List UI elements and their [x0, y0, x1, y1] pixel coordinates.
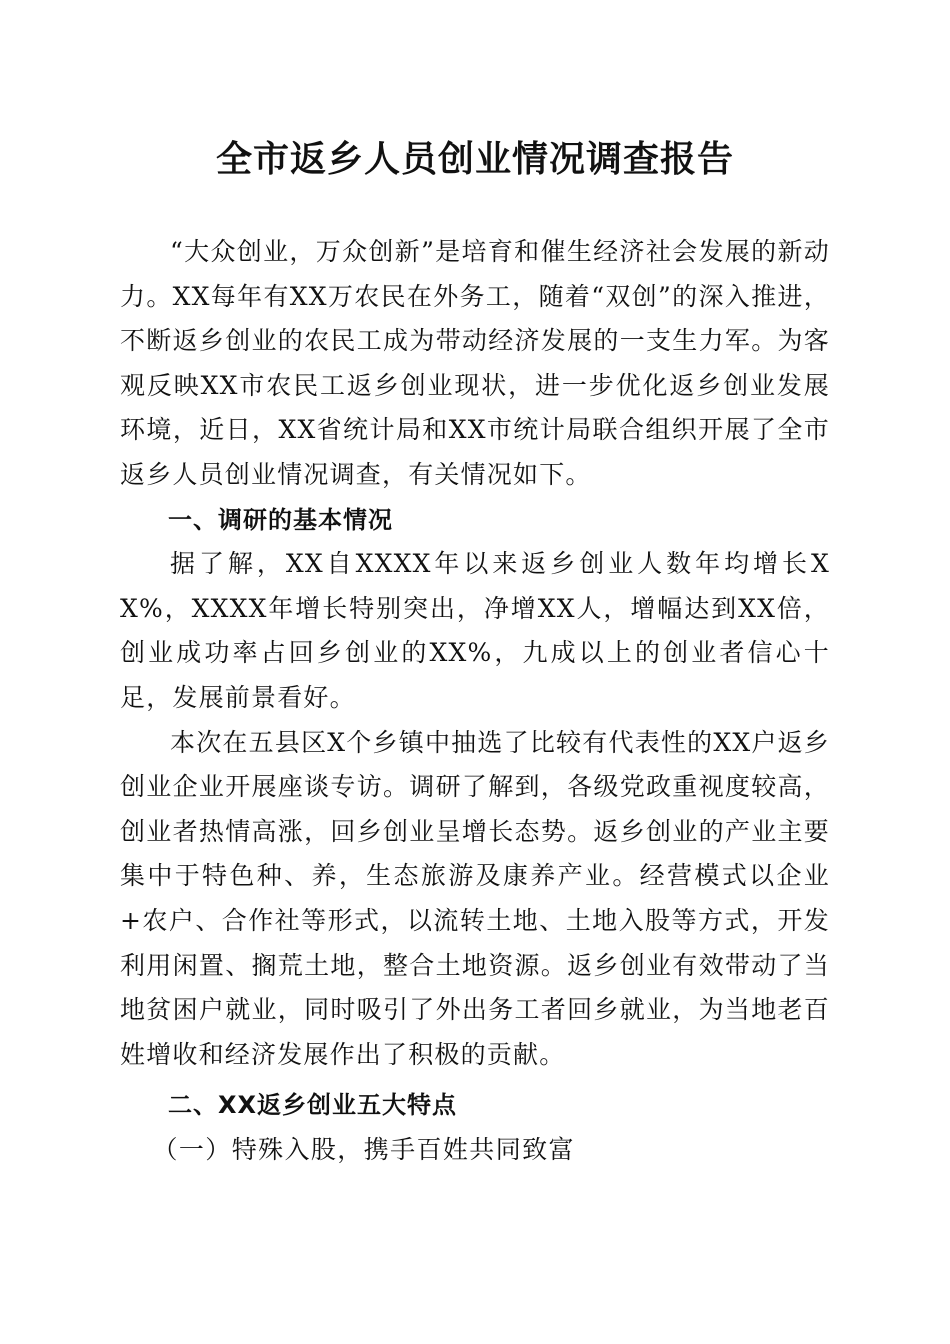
section-2-subheading-1: （一）特殊入股，携手百姓共同致富: [152, 1134, 575, 1164]
section-1-paragraph-2: 本次在五县区X个乡镇中抽选了比较有代表性的XX户返乡创业企业开展座谈专访。调研了解到，各级党政重视度较高，创业者热情高涨，回乡创业呈增长态势。返乡创业的产业主要集中于特色种、养，生态旅游及康养产业。经营模式以企业+农户、合作社等形式，以流转土地、土地入股等方式，开发利用闲置、搁荒土地，整合土地资源。返乡创业有效带动了当地贫困户就业，同时吸引了外出务工者回乡就业，为当地老百姓增收和经济发展作出了积极的贡献。: [120, 727, 830, 1069]
section-1-paragraph-1: 据了解，XX自XXXX年以来返乡创业人数年均增长XX%，XXXX年增长特别突出，净增XX人，增幅达到XX倍，创业成功率占回乡创业的XX%，九成以上的创业者信心十足，发展前景看好。: [120, 549, 830, 712]
section-2-heading: 二、XX返乡创业五大特点: [168, 1091, 458, 1120]
document-body: [120, 230, 830, 1172]
section-1-heading: 一、调研的基本情况: [168, 505, 393, 534]
intro-paragraph: “大众创业，万众创新”是培育和催生经济社会发展的新动力。XX每年有XX万农民在外务工，随着“双创”的深入推进，不断返乡创业的农民工成为带动经济发展的一支生力军。为客观反映XX市农民工返乡创业现状，进一步优化返乡创业发展环境，近日，XX省统计局和XX市统计局联合组织开展了全市返乡人员创业情况调查，有关情况如下。: [120, 237, 830, 489]
document-title: 全市返乡人员创业情况调查报告: [215, 139, 734, 180]
